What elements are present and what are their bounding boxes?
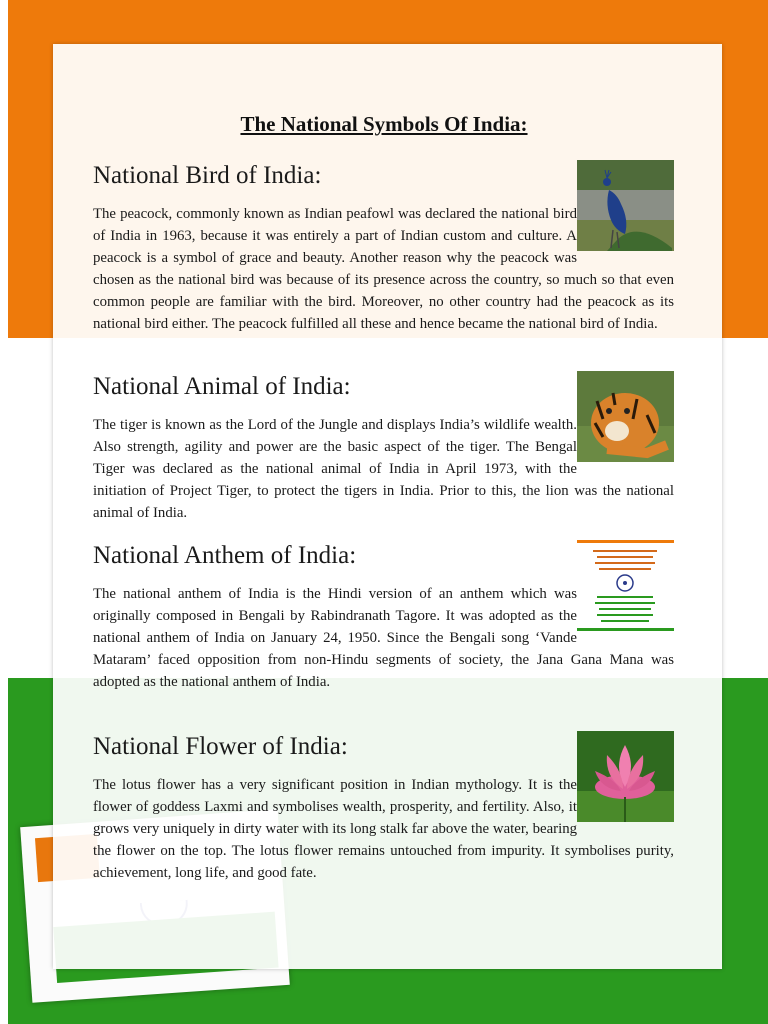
section-heading: National Bird of India: xyxy=(93,162,322,189)
section-heading: National Flower of India: xyxy=(93,733,348,760)
tiger-photo xyxy=(577,371,674,462)
section-national-anthem xyxy=(93,540,674,694)
peacock-photo xyxy=(577,160,674,251)
section-national-animal xyxy=(93,371,674,525)
section-national-bird xyxy=(93,160,674,335)
page-title: The National Symbols Of India: xyxy=(240,112,528,136)
section-heading: National Anthem of India: xyxy=(93,542,357,569)
anthem-text-image xyxy=(577,540,674,631)
lotus-photo xyxy=(577,731,674,822)
section-national-flower xyxy=(93,731,674,885)
section-text: The tiger is known as the Lord of the Jungle and displays India’s wildlife wealth. Also strength, agility and power are the basic aspect of the tiger. The Bengal Tiger was declared as the national animal of India in April 1973, with the initiation of Project Tiger, to protect the tigers in India. Prior to this, the lion was the national animal of India. xyxy=(93,417,674,521)
section-text: The national anthem of India is the Hindi version of an anthem which was originally composed in Bengali by Rabindranath Tagore. It was adopted as the national anthem of India on January 24, 1950. Since the Bengali song ‘Vande Mataram’ faced opposition from non-Hindu segments of society, the Jana Gana Mana was adopted as the national anthem of India. xyxy=(93,586,674,690)
section-text: The lotus flower has a very significant position in Indian mythology. It is the flower of goddess Laxmi and symbolises wealth, prosperity, and fertility. Also, it grows very uniquely in dirty water with its long stalk far above the water, bearing the flower on the top. The lotus flower remains untouched from impurity. It symbolises purity, achievement, long life, and good fate. xyxy=(93,777,674,881)
section-text: The peacock, commonly known as Indian peafowl was declared the national bird of India in 1963, because it was entirely a part of Indian custom and culture. A peacock is a symbol of grace and beauty. Another reason why the peacock was chosen as the national bird was because of its presence across the country, so much so that even common people are familiar with the bird. Moreover, no other country had the peacock as its national bird either. The peacock fulfilled all these and hence became the national bird of India. xyxy=(93,206,674,332)
section-heading: National Animal of India: xyxy=(93,373,351,400)
